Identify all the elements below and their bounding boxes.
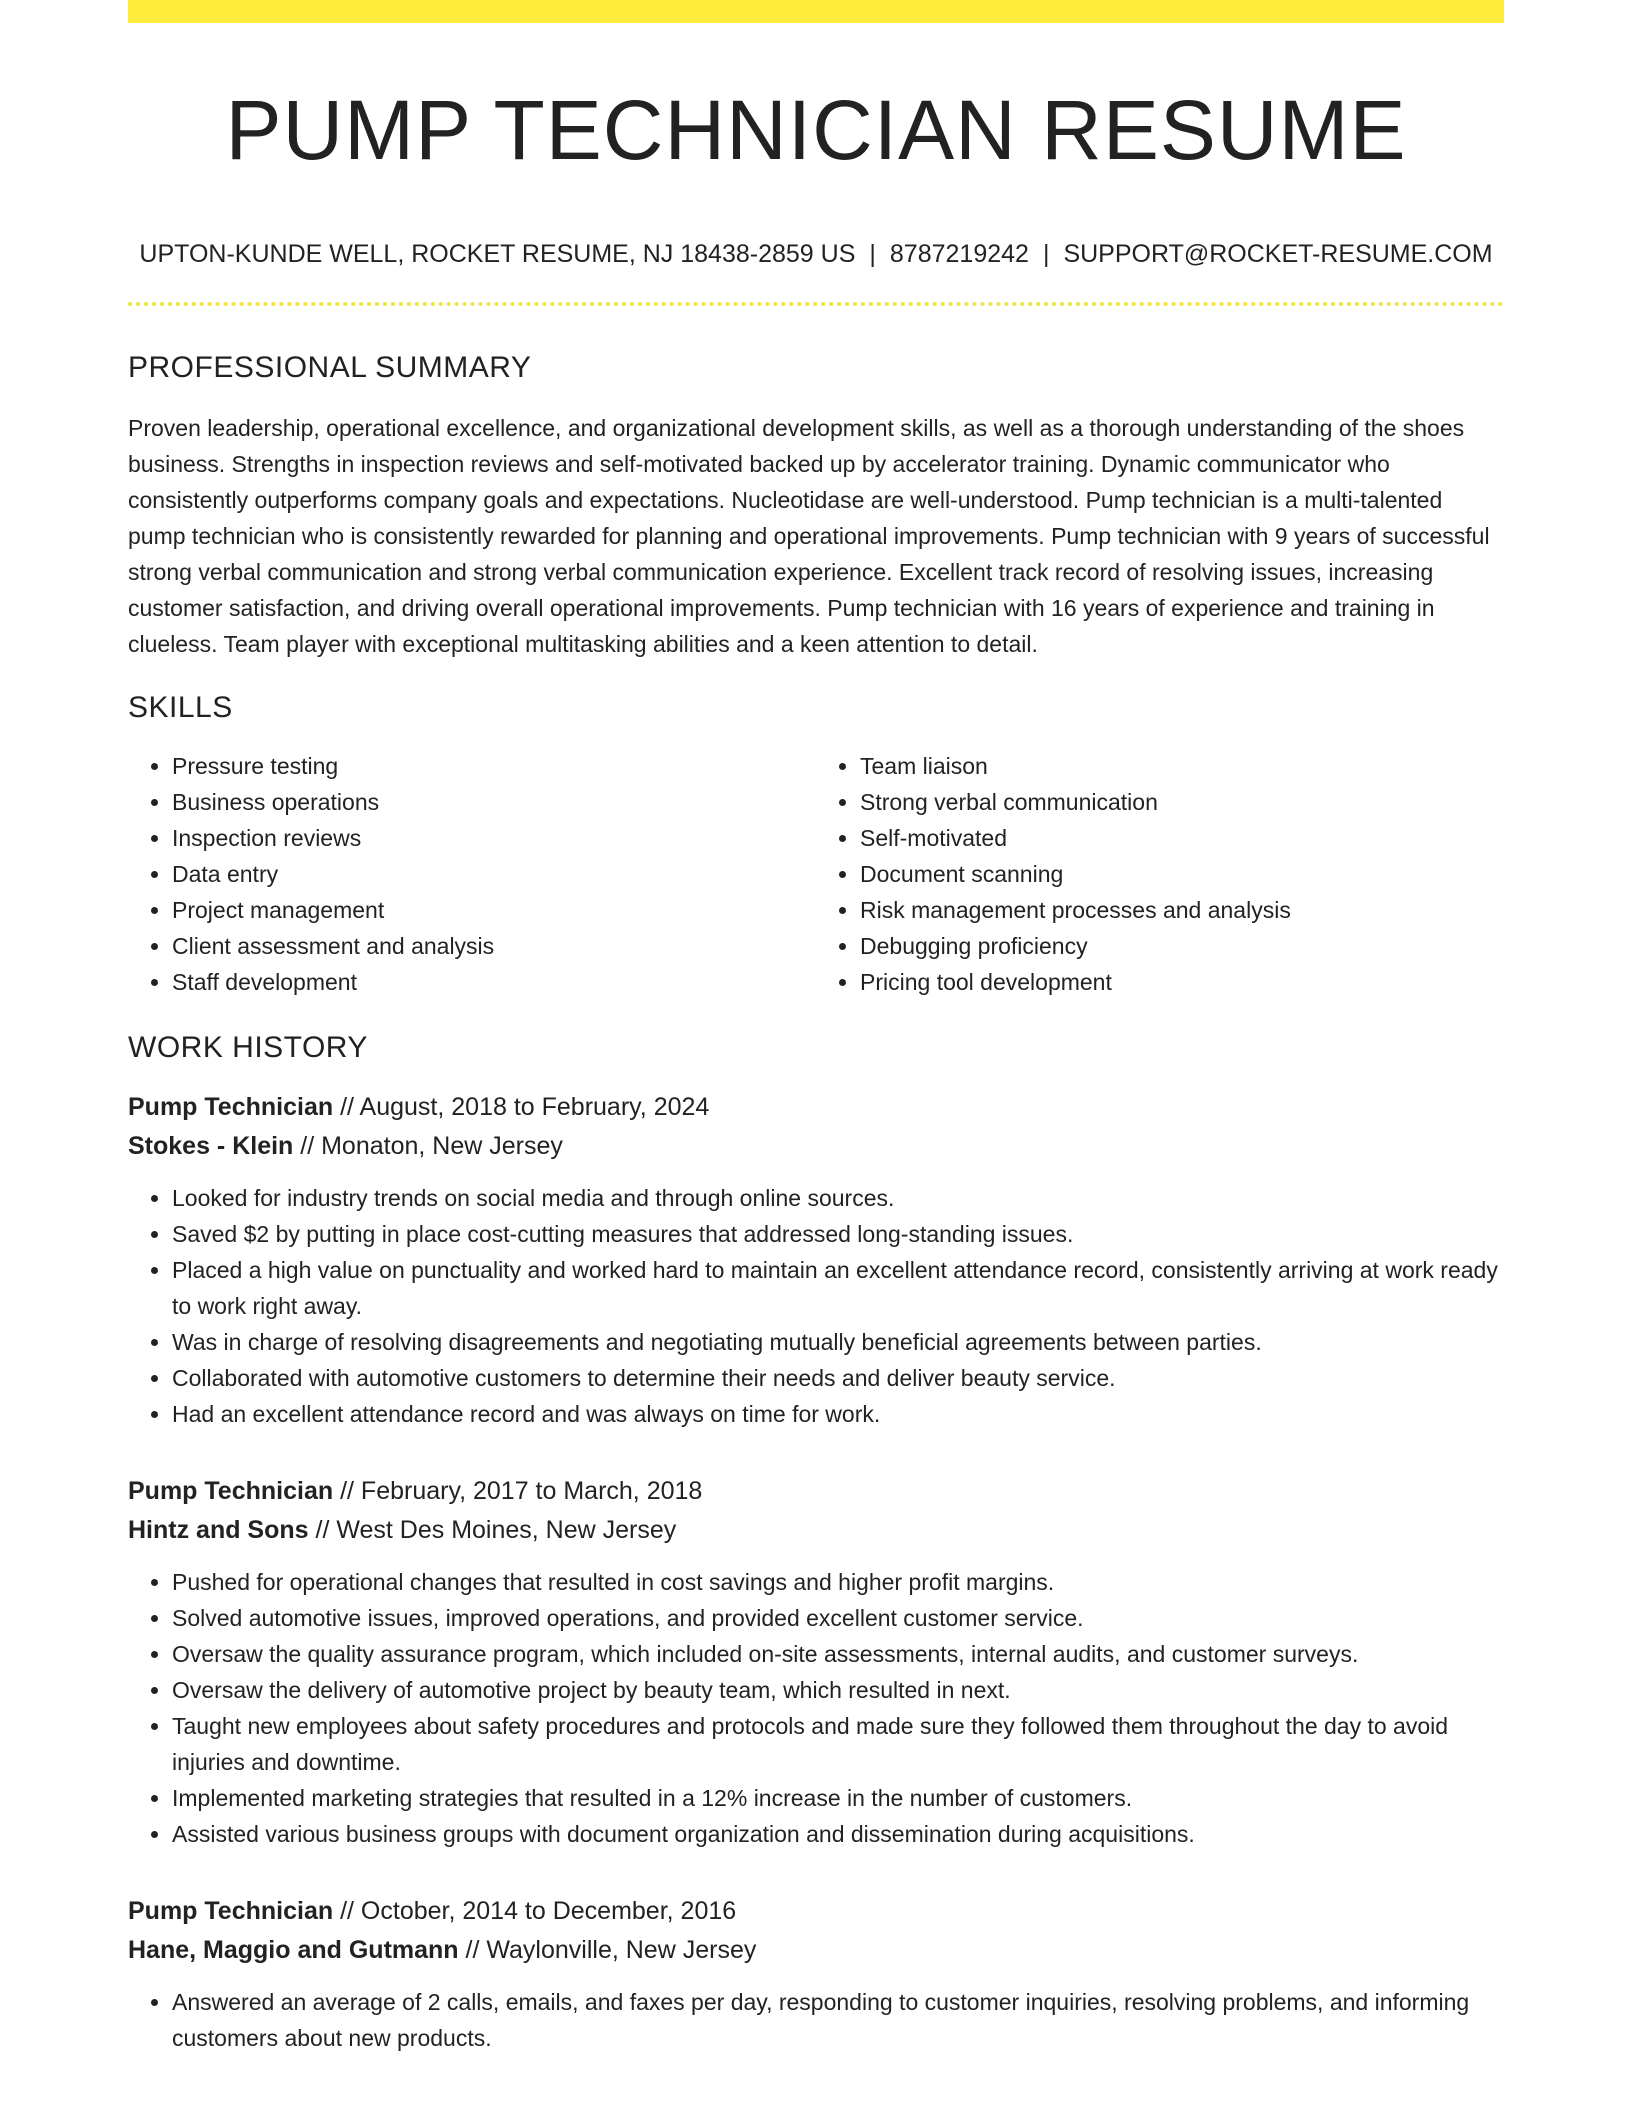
duty-item: • Collaborated with automotive customers to determine their needs and deliver beauty service. bbox=[172, 1360, 1504, 1396]
skills-list bbox=[128, 748, 1504, 1000]
work-heading: WORK HISTORY bbox=[128, 1031, 368, 1064]
job-company: Hintz and Sons bbox=[128, 1516, 309, 1544]
job-company: Stokes - Klein bbox=[128, 1132, 294, 1160]
work-history-list bbox=[128, 1088, 1504, 2056]
contact-separator: | bbox=[869, 240, 876, 268]
duty-item: • Answered an average of 2 calls, emails, and faxes per day, responding to customer inquiries, resolving problems, and informing customers about new products. bbox=[172, 1984, 1504, 2056]
skill-item: • Debugging proficiency bbox=[860, 928, 1504, 964]
job-dates: // October, 2014 to December, 2016 bbox=[333, 1897, 737, 1925]
contact-line bbox=[128, 239, 1504, 269]
duty-item: • Solved automotive issues, improved operations, and provided excellent customer service. bbox=[172, 1600, 1504, 1636]
page-title: PUMP TECHNICIAN RESUME bbox=[225, 83, 1407, 177]
job-company-line bbox=[128, 1931, 1504, 1970]
duty-item: • Assisted various business groups with document organization and dissemination during acquisitions. bbox=[172, 1816, 1504, 1852]
skill-item: • Inspection reviews bbox=[172, 820, 816, 856]
job-entry bbox=[128, 1088, 1504, 1432]
skill-item: • Staff development bbox=[172, 964, 816, 1000]
job-entry bbox=[128, 1892, 1504, 2056]
skills-column-right bbox=[816, 748, 1504, 1000]
job-duties bbox=[128, 1564, 1504, 1852]
summary-heading: PROFESSIONAL SUMMARY bbox=[128, 351, 532, 384]
job-title-line bbox=[128, 1472, 1504, 1511]
duty-item: • Placed a high value on punctuality and worked hard to maintain an excellent attendance record, consistently arriving at work ready to work right away. bbox=[172, 1252, 1504, 1324]
job-location: // Waylonville, New Jersey bbox=[458, 1936, 757, 1964]
duty-item: • Oversaw the quality assurance program, which included on-site assessments, internal audits, and customer surveys. bbox=[172, 1636, 1504, 1672]
skill-item: • Data entry bbox=[172, 856, 816, 892]
skill-item: • Self-motivated bbox=[860, 820, 1504, 856]
job-dates: // February, 2017 to March, 2018 bbox=[333, 1477, 703, 1505]
skill-item: • Project management bbox=[172, 892, 816, 928]
job-title: Pump Technician bbox=[128, 1093, 334, 1121]
duty-item: • Oversaw the delivery of automotive project by beauty team, which resulted in next. bbox=[172, 1672, 1504, 1708]
skill-item: • Client assessment and analysis bbox=[172, 928, 816, 964]
contact-phone: 8787219242 bbox=[889, 240, 1029, 268]
job-company: Hane, Maggio and Gutmann bbox=[128, 1936, 459, 1964]
job-entry bbox=[128, 1472, 1504, 1852]
duty-item: • Was in charge of resolving disagreements and negotiating mutually beneficial agreements between parties. bbox=[172, 1324, 1504, 1360]
accent-bar bbox=[128, 0, 1504, 23]
duty-item: • Pushed for operational changes that resulted in cost savings and higher profit margins. bbox=[172, 1564, 1504, 1600]
job-title: Pump Technician bbox=[128, 1897, 334, 1925]
job-duties bbox=[128, 1984, 1504, 2056]
job-duties bbox=[128, 1180, 1504, 1432]
skill-item: • Business operations bbox=[172, 784, 816, 820]
duty-item: • Looked for industry trends on social media and through online sources. bbox=[172, 1180, 1504, 1216]
duty-item: • Had an excellent attendance record and was always on time for work. bbox=[172, 1396, 1504, 1432]
dotted-divider bbox=[128, 302, 1504, 306]
job-dates: // August, 2018 to February, 2024 bbox=[333, 1093, 710, 1121]
duty-item: • Implemented marketing strategies that resulted in a 12% increase in the number of customers. bbox=[172, 1780, 1504, 1816]
summary-text: Proven leadership, operational excellence, and organizational development skills, as well as a thorough understanding of the shoes business. Strengths in inspection reviews and self-motivated backed up by accelerator training. Dynamic communicator who consistently outperforms company goals and expectations. Nucleotidase are well-understood. Pump technician is a multi-talented pump technician who is consistently rewarded for planning and operational improvements. Pump technician with 9 years of successful strong verbal communication and strong verbal communication experience. Excellent track record of resolving issues, increasing customer satisfaction, and driving overall operational improvements. Pump technician with 16 years of experience and training in clueless. Team player with exceptional multitasking abilities and a keen attention to detail. bbox=[128, 415, 1490, 657]
skill-item: • Strong verbal communication bbox=[860, 784, 1504, 820]
job-title-line bbox=[128, 1892, 1504, 1931]
contact-separator: | bbox=[1042, 240, 1050, 268]
skill-item: • Pressure testing bbox=[172, 748, 816, 784]
resume-page bbox=[128, 0, 1504, 2056]
job-company-line bbox=[128, 1511, 1504, 1550]
skill-item: • Pricing tool development bbox=[860, 964, 1504, 1000]
duty-item: • Saved $2 by putting in place cost-cutting measures that addressed long-standing issues. bbox=[172, 1216, 1504, 1252]
skills-column-left bbox=[128, 748, 816, 1000]
job-title: Pump Technician bbox=[128, 1477, 334, 1505]
job-company-line bbox=[128, 1127, 1504, 1166]
skill-item: • Risk management processes and analysis bbox=[860, 892, 1504, 928]
job-location: // Monaton, New Jersey bbox=[293, 1132, 563, 1160]
job-location: // West Des Moines, New Jersey bbox=[308, 1516, 677, 1544]
job-title-line bbox=[128, 1088, 1504, 1127]
duty-item: • Taught new employees about safety procedures and protocols and made sure they followed them throughout the day to avoid injuries and downtime. bbox=[172, 1708, 1504, 1780]
skills-heading: SKILLS bbox=[128, 691, 233, 724]
contact-email: SUPPORT@ROCKET-RESUME.COM bbox=[1063, 240, 1493, 268]
contact-address: UPTON-KUNDE WELL, ROCKET RESUME, NJ 18438-2859 US bbox=[139, 240, 856, 268]
skill-item: • Team liaison bbox=[860, 748, 1504, 784]
skill-item: • Document scanning bbox=[860, 856, 1504, 892]
